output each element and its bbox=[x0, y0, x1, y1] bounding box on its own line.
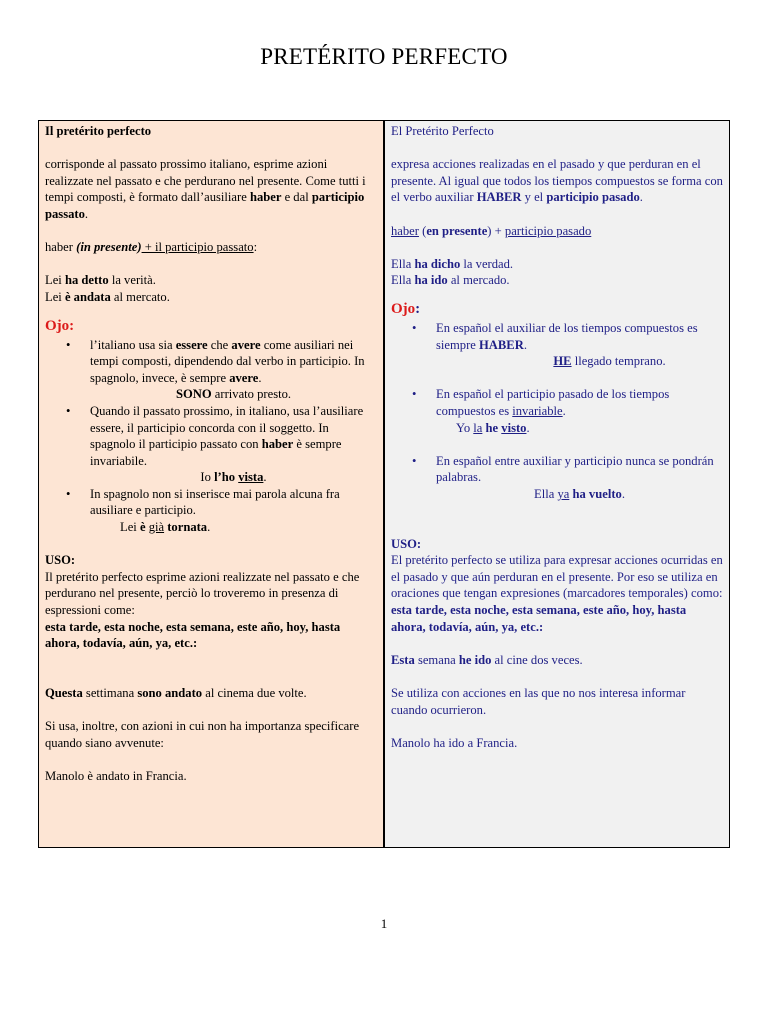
text-span: la verità. bbox=[108, 273, 156, 288]
underlined-span: già bbox=[148, 520, 165, 535]
text-span: Lei bbox=[45, 273, 65, 288]
underlined-span: + il participio passato bbox=[141, 240, 254, 255]
bold-span: SONO bbox=[175, 387, 212, 402]
example-line bbox=[436, 486, 723, 503]
text-span: come ausiliari nei tempi composti, dipendendo dal verbo in participio. In spagnolo, invece, è sempre bbox=[90, 337, 365, 385]
text-span: al mercato. bbox=[110, 289, 170, 304]
text-span: la verdad. bbox=[460, 256, 514, 271]
text-span: Ella bbox=[534, 486, 558, 501]
text-span: al cinema due volte. bbox=[202, 686, 307, 700]
italian-example-2 bbox=[45, 289, 377, 306]
text-span: arrivato presto. bbox=[211, 387, 292, 402]
text-span: En español el participio pasado de los tiempos compuestos es bbox=[436, 387, 670, 418]
bold-span: Esta bbox=[391, 652, 415, 667]
text-span: : bbox=[253, 240, 258, 255]
bold-span: ha dicho bbox=[414, 256, 461, 271]
text-span: En español entre auxiliar y participio nunca se pondrán palabras. bbox=[436, 453, 714, 485]
italian-uso-heading: USO: bbox=[45, 553, 76, 568]
text-span: l’italiano usa sia bbox=[90, 337, 176, 352]
text-span: . bbox=[621, 486, 625, 501]
spanish-formula bbox=[391, 223, 723, 240]
italian-example-1 bbox=[45, 272, 377, 289]
comparison-table bbox=[38, 120, 730, 848]
text-span: corrisponde al passato prossimo italiano, esprime azioni realizzate nel passato e che perdurano nel presente. Come tutti i tempi composti, è formato dall’ausiliare bbox=[45, 157, 366, 205]
text-span: Ella bbox=[391, 256, 415, 271]
bold-span: sono andato bbox=[137, 686, 203, 700]
text-span: Ella bbox=[391, 273, 415, 288]
text-span: settimana bbox=[82, 686, 138, 700]
example-line bbox=[436, 353, 723, 370]
bold-span: ha vuelto bbox=[572, 486, 622, 501]
spanish-uso-heading: USO: bbox=[391, 536, 422, 551]
bold-span: HABER bbox=[476, 190, 522, 205]
bold-underlined-span: HE bbox=[553, 354, 572, 369]
text-span: . bbox=[258, 370, 262, 385]
spanish-heading: El Pretérito Perfecto bbox=[391, 124, 494, 138]
italian-uso2-example: Manolo è andato in Francia. bbox=[45, 768, 187, 783]
text-span: expresa acciones realizadas en el pasado y que perduran en el presente. Al igual que todos los tiempos compuestos se forma con el verbo auxiliar bbox=[391, 157, 723, 205]
text-span: haber bbox=[45, 240, 77, 255]
text-span: . bbox=[263, 470, 267, 485]
underlined-span: participio pasado bbox=[504, 223, 592, 238]
underlined-span: la bbox=[473, 420, 483, 435]
spanish-bullet-list bbox=[391, 320, 723, 503]
text-span: . bbox=[526, 420, 530, 435]
italian-uso-text: Il pretérito perfecto esprime azioni realizzate nel passato e che perdurano nel presente, perciò lo troveremo in presenza di espressioni come: bbox=[45, 569, 360, 618]
spanish-uso-markers: esta tarde, esta noche, esta semana, este año, hoy, hasta ahora, todavía, aún, ya, etc.: bbox=[391, 603, 687, 634]
bold-span: en presente bbox=[426, 223, 488, 238]
italian-uso2-text: Si usa, inoltre, con azioni in cui non ha importanza specificare quando siano avvenute: bbox=[45, 719, 360, 750]
list-item bbox=[45, 486, 377, 536]
italian-intro bbox=[45, 156, 377, 222]
list-item bbox=[391, 320, 723, 370]
spanish-ojo-heading bbox=[391, 299, 723, 319]
example-line bbox=[436, 420, 723, 437]
italian-uso-markers: esta tarde, esta noche, esta semana, este año, hoy, hasta ahora, todavía, aún, ya, etc.: bbox=[45, 619, 341, 651]
text-span: y el bbox=[521, 190, 547, 205]
bold-span: ha ido bbox=[414, 273, 448, 288]
spanish-example-2 bbox=[391, 272, 723, 289]
text-span: Lei bbox=[120, 520, 140, 535]
bold-span: l’ho bbox=[214, 470, 239, 485]
list-item bbox=[391, 453, 723, 503]
text-span: . bbox=[639, 190, 643, 205]
italian-heading: Il pretérito perfecto bbox=[45, 124, 152, 138]
spanish-uso-text: El pretérito perfecto se utiliza para expresar acciones ocurridas en el pasado y que aún perduran en el presente. Por eso se utiliza en oraciones que tengan expresiones (marcadores temporales) como: bbox=[391, 553, 723, 601]
text-span: . bbox=[84, 206, 89, 221]
bold-span: he bbox=[485, 420, 499, 435]
bold-span: essere bbox=[175, 337, 208, 352]
bold-span: avere bbox=[229, 370, 259, 385]
document-title: PRETÉRITO PERFECTO bbox=[260, 44, 508, 69]
text-span: che bbox=[207, 337, 232, 352]
italian-column bbox=[39, 121, 385, 847]
bold-italic-span: (in presente) bbox=[76, 240, 142, 255]
spanish-column bbox=[385, 121, 729, 847]
text-span: al cine dos veces. bbox=[491, 652, 583, 667]
text-span: . bbox=[523, 337, 527, 352]
bold-span: è andata bbox=[64, 289, 111, 304]
text-span: llegado temprano. bbox=[571, 354, 666, 369]
underlined-span: ya bbox=[557, 486, 570, 501]
spanish-example-1 bbox=[391, 256, 723, 273]
text-span: semana bbox=[414, 652, 459, 667]
bold-span: tornata bbox=[167, 520, 208, 535]
text-span: Io bbox=[200, 470, 215, 485]
italian-ojo-heading: Ojo: bbox=[45, 317, 75, 334]
bold-span: haber bbox=[249, 190, 282, 205]
bold-span: avere bbox=[231, 337, 261, 352]
ojo-word: Ojo bbox=[391, 300, 416, 317]
spanish-uso-example bbox=[391, 652, 723, 669]
spanish-uso2-text: Se utiliza con acciones en las que no nos interesa informar cuando ocurrieron. bbox=[391, 686, 686, 717]
bold-underlined-span: visto bbox=[501, 420, 527, 435]
bold-span: participio passato bbox=[45, 190, 365, 221]
text-span: ) + bbox=[487, 223, 505, 238]
bold-underlined-span: vista bbox=[238, 470, 264, 485]
text-span: In spagnolo non si inserisce mai parola alcuna fra ausiliare e participio. bbox=[90, 486, 340, 518]
bold-span: ha detto bbox=[64, 273, 109, 288]
text-span: ( bbox=[418, 223, 427, 238]
spanish-uso2-example: Manolo ha ido a Francia. bbox=[391, 735, 518, 750]
italian-bullet-list bbox=[45, 337, 377, 536]
text-span: al mercado. bbox=[447, 273, 510, 288]
text-span: En español el auxiliar de los tiempos compuestos es siempre bbox=[436, 320, 698, 352]
page-number: 1 bbox=[380, 916, 388, 931]
bold-span: haber bbox=[261, 437, 294, 452]
example-line bbox=[90, 386, 377, 403]
bold-span: HABER bbox=[479, 337, 524, 352]
text-span: e dal bbox=[281, 190, 312, 205]
example-line bbox=[90, 519, 377, 536]
text-span: . bbox=[207, 520, 211, 535]
list-item bbox=[45, 403, 377, 486]
spanish-intro bbox=[391, 156, 723, 206]
text-span: è sempre invariabile. bbox=[90, 437, 342, 468]
list-item bbox=[45, 337, 377, 403]
bold-span: he ido bbox=[458, 652, 492, 667]
underlined-span: haber bbox=[391, 223, 419, 238]
list-item bbox=[391, 386, 723, 436]
ojo-colon: : bbox=[415, 300, 421, 317]
italian-formula bbox=[45, 239, 377, 256]
text-span: Lei bbox=[45, 289, 65, 304]
example-line bbox=[90, 469, 377, 486]
underlined-span: invariable bbox=[512, 403, 563, 418]
bold-span: participio pasado bbox=[546, 190, 640, 205]
italian-uso-example bbox=[45, 685, 377, 702]
bold-span: è bbox=[139, 520, 146, 535]
text-span: Yo bbox=[456, 420, 474, 435]
text-span: . bbox=[562, 403, 566, 418]
text-span: Quando il passato prossimo, in italiano, usa l’ausiliare essere, il participio concorda con il soggetto. In spagnolo il participio passato con bbox=[90, 403, 364, 452]
bold-span: Questa bbox=[45, 686, 83, 700]
